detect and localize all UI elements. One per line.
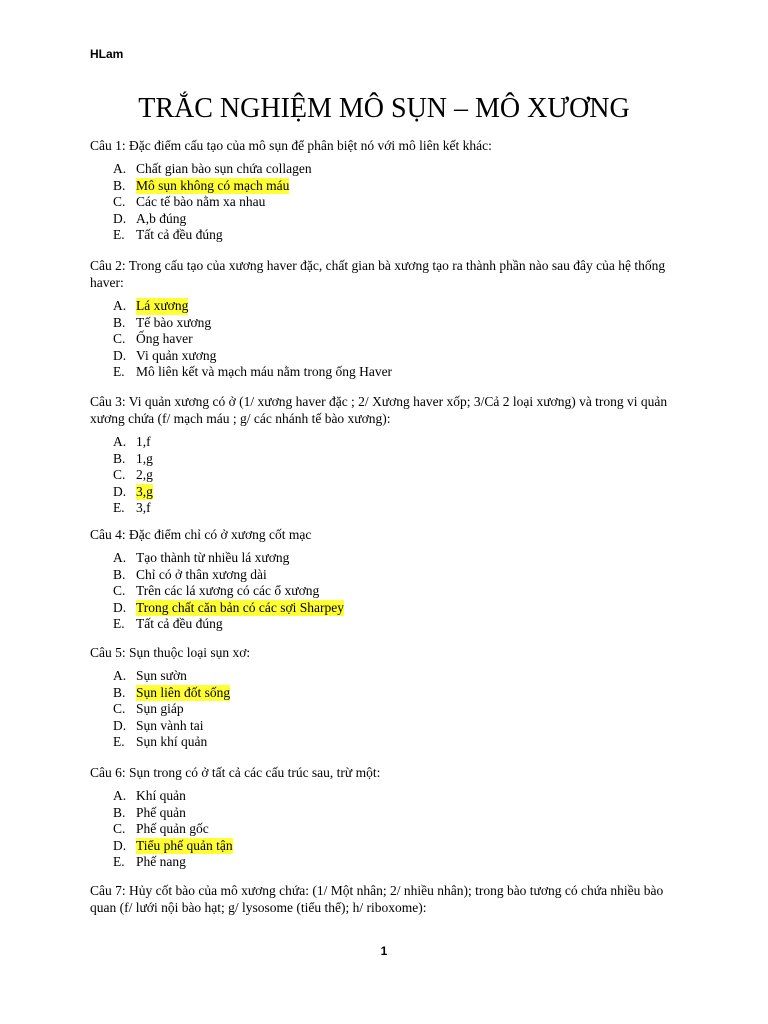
- option-text: Sụn giáp: [136, 701, 184, 716]
- option-letter: C.: [113, 701, 126, 716]
- option-letter: A.: [113, 788, 127, 803]
- option-letter: D.: [113, 599, 127, 615]
- option-letter: C.: [113, 194, 126, 209]
- option-item: [90, 567, 680, 584]
- page-title: TRẮC NGHIỆM MÔ SỤN – MÔ XƯƠNG: [138, 93, 630, 124]
- option-letter: A.: [113, 298, 127, 313]
- option-item: [90, 550, 680, 567]
- option-item: [90, 434, 680, 451]
- question-text: Câu 7: Hủy cốt bào của mô xương chứa: (1/ Một nhân; 2/ nhiều nhân); trong bào tương có chứa nhiều bào quan (f/ lưới nội bào hạt; g/ lysosome (tiểu thể); h/ riboxome):: [90, 883, 664, 915]
- question-text: Câu 5: Sụn thuộc loại sụn xơ:: [90, 645, 251, 660]
- option-item: [90, 685, 680, 702]
- option-letter: E.: [113, 734, 125, 749]
- option-letter: A.: [113, 668, 127, 683]
- option-letter: E.: [113, 854, 125, 869]
- option-item: [90, 315, 680, 332]
- option-text: Trên các lá xương có các ổ xương: [136, 583, 320, 598]
- option-letter: E.: [113, 227, 125, 242]
- option-letter: D.: [113, 837, 127, 853]
- option-letter: C.: [113, 583, 126, 598]
- option-list: [90, 668, 680, 751]
- option-item: [90, 854, 680, 871]
- option-letter: E.: [113, 616, 125, 631]
- option-letter: A.: [113, 434, 127, 449]
- option-item: [90, 718, 680, 735]
- option-text: Phế quản: [136, 804, 186, 820]
- option-item: [90, 805, 680, 822]
- option-text: 1,g: [136, 450, 153, 466]
- option-text: Phế quản gốc: [136, 821, 209, 836]
- option-item: [90, 298, 680, 315]
- question-block: [90, 137, 680, 244]
- option-letter: C.: [113, 821, 126, 836]
- option-list: [90, 434, 680, 517]
- option-letter: B.: [113, 566, 126, 582]
- page-number: 1: [380, 944, 388, 958]
- option-item: [90, 331, 680, 348]
- option-text: Vi quản xương: [136, 347, 217, 363]
- option-letter: D.: [113, 347, 127, 363]
- option-text-highlighted: 3,g: [136, 483, 153, 499]
- question-text: Câu 4: Đặc điểm chỉ có ở xương cốt mạc: [90, 527, 312, 542]
- option-item: [90, 211, 680, 228]
- option-text: Chỉ có ở thân xương dài: [136, 566, 267, 582]
- option-text-highlighted: Mô sụn không có mạch máu: [136, 177, 290, 193]
- option-text: 3,f: [136, 500, 151, 515]
- option-letter: B.: [113, 684, 126, 700]
- question-text: Câu 1: Đặc điểm cấu tạo của mô sụn để phân biệt nó với mô liên kết khác:: [90, 138, 492, 153]
- option-text: Tất cả đều đúng: [136, 616, 223, 631]
- option-text: Phế nang: [136, 854, 186, 869]
- option-item: [90, 600, 680, 617]
- option-item: [90, 484, 680, 501]
- option-item: [90, 616, 680, 633]
- option-text: Khí quản: [136, 788, 186, 803]
- option-list: [90, 161, 680, 244]
- question-block: [90, 644, 680, 751]
- question-text: Câu 6: Sụn trong có ở tất cả các cấu trúc sau, trừ một:: [90, 765, 381, 780]
- option-list: [90, 788, 680, 871]
- option-text: A,b đúng: [136, 210, 187, 226]
- option-text: Tạo thành từ nhiều lá xương: [136, 550, 290, 565]
- option-item: [90, 364, 680, 381]
- question-text: Câu 3: Vi quản xương có ở (1/ xương haver đặc ; 2/ Xương haver xốp; 3/Cả 2 loại xương) và trong vi quản xương chứa (f/ mạch máu ; g/ các nhánh tế bào xương):: [90, 394, 668, 426]
- option-letter: C.: [113, 467, 126, 482]
- option-letter: B.: [113, 177, 126, 193]
- option-letter: C.: [113, 331, 126, 346]
- question-block: [90, 764, 680, 871]
- option-text: Sụn vành tai: [136, 717, 204, 733]
- option-letter: A.: [113, 161, 127, 176]
- option-item: [90, 451, 680, 468]
- option-text: Các tế bào nằm xa nhau: [136, 194, 266, 209]
- option-letter: A.: [113, 550, 127, 565]
- option-text-highlighted: Lá xương: [136, 298, 189, 313]
- option-text: Ống haver: [136, 331, 193, 346]
- header-author: HLam: [90, 47, 124, 61]
- option-text-highlighted: Sụn liên đốt sống: [136, 684, 231, 700]
- option-text: 2,g: [136, 467, 153, 482]
- question-text: Câu 2: Trong cấu tạo của xương haver đặc, chất gian bà xương tạo ra thành phần nào sau đây của hệ thống haver:: [90, 258, 666, 290]
- option-text: Tất cả đều đúng: [136, 227, 223, 242]
- option-item: [90, 194, 680, 211]
- option-text: Chất gian bào sụn chứa collagen: [136, 161, 312, 176]
- option-text: Sụn khí quản: [136, 734, 208, 749]
- option-item: [90, 788, 680, 805]
- question-block: [90, 257, 680, 381]
- option-letter: B.: [113, 314, 126, 330]
- option-list: [90, 298, 680, 381]
- option-letter: D.: [113, 483, 127, 499]
- option-item: [90, 838, 680, 855]
- option-item: [90, 227, 680, 244]
- option-letter: D.: [113, 717, 127, 733]
- option-text-highlighted: Trong chất căn bản có các sợi Sharpey: [136, 599, 344, 615]
- option-text: 1,f: [136, 434, 151, 449]
- option-list: [90, 550, 680, 633]
- option-item: [90, 701, 680, 718]
- option-letter: E.: [113, 364, 125, 379]
- option-item: [90, 161, 680, 178]
- option-text: Tế bào xương: [136, 314, 212, 330]
- option-letter: B.: [113, 804, 126, 820]
- option-item: [90, 734, 680, 751]
- question-block: [90, 526, 680, 633]
- option-item: [90, 668, 680, 685]
- option-text: Mô liên kết và mạch máu nằm trong ống Haver: [136, 364, 393, 379]
- option-text: Sụn sườn: [136, 668, 187, 683]
- option-letter: E.: [113, 500, 125, 515]
- question-block: [90, 882, 680, 916]
- option-item: [90, 500, 680, 517]
- option-letter: B.: [113, 450, 126, 466]
- option-letter: D.: [113, 210, 127, 226]
- option-item: [90, 348, 680, 365]
- option-item: [90, 467, 680, 484]
- question-block: [90, 393, 680, 517]
- option-text-highlighted: Tiểu phế quản tận: [136, 837, 233, 853]
- option-item: [90, 583, 680, 600]
- option-item: [90, 821, 680, 838]
- option-item: [90, 178, 680, 195]
